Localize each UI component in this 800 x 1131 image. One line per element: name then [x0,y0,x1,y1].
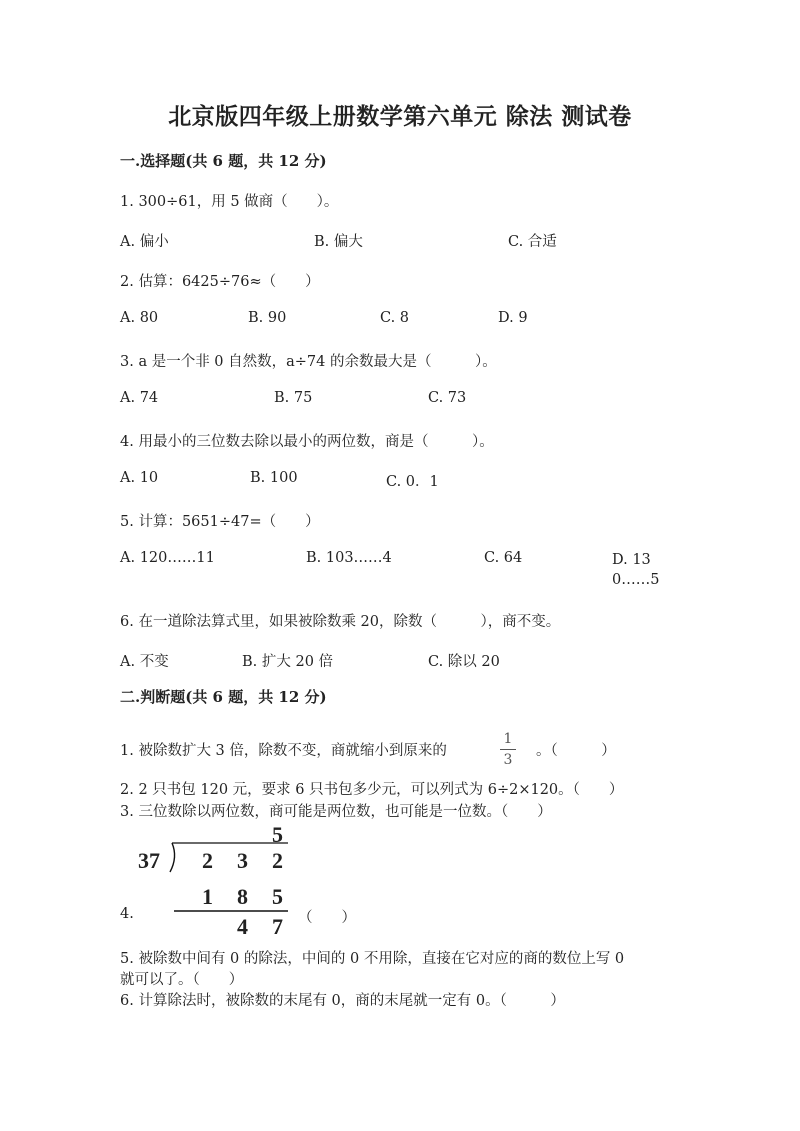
question-5-option-a[interactable]: A. 120……11 [120,550,215,566]
question-2-option-b[interactable]: B. 90 [248,310,287,326]
question-6-option-b[interactable]: B. 扩大 20 倍 [242,654,334,670]
question-3-option-c[interactable]: C. 73 [428,390,467,406]
product-digit: 5 [272,884,283,909]
product-digit: 8 [237,884,248,909]
section-heading-choice: 一.选择题(共 6 题，共 12 分) [120,152,327,170]
judge-4-answer-paren[interactable]: （ ） [298,910,356,926]
division-lines [130,822,310,942]
question-2-stem: 2. 估算：6425÷76≈（ ） [120,274,320,290]
question-6-option-a[interactable]: A. 不变 [120,654,169,670]
product-digit: 1 [202,884,213,909]
dividend-digit: 2 [202,848,213,873]
question-5-option-d[interactable]: D. 130……5 [612,552,660,588]
fraction-numerator: 1 [503,731,513,747]
question-3-option-b[interactable]: B. 75 [274,390,313,406]
division-quotient: 5 [272,822,283,847]
judge-2-stem: 2. 2 只书包 120 元，要求 6 只书包多少元，可以列式为 6÷2×120。（ ） [120,782,624,798]
judge-5-stem-line2: 就可以了。（ ） [120,972,244,988]
question-1-option-a[interactable]: A. 偏小 [120,234,169,250]
judge-6-stem: 6. 计算除法时，被除数的末尾有 0，商的末尾就一定有 0。（ ） [120,993,565,1009]
question-4-option-c[interactable]: C. 0．1 [386,474,439,490]
fraction-denominator: 3 [503,752,513,768]
question-2-option-c[interactable]: C. 8 [380,310,410,326]
question-2-option-d[interactable]: D. 9 [498,310,528,326]
section-heading-judgement: 二.判断题(共 6 题，共 12 分) [120,688,327,706]
remainder-digit: 4 [237,914,248,939]
judge-1-stem: 1. 被除数扩大 3 倍，除数不变，商就缩小到原来的 [120,743,447,759]
question-1-stem: 1. 300÷61，用 5 做商（ ）。 [120,194,339,210]
dividend-digit: 3 [237,848,248,873]
question-6-option-c[interactable]: C. 除以 20 [428,654,500,670]
remainder-digit: 7 [272,914,283,939]
question-3-stem: 3. a 是一个非 0 自然数，a÷74 的余数最大是（ ）。 [120,354,497,370]
page-title: 北京版四年级上册数学第六单元 除法 测试卷 [168,103,632,130]
question-5-option-b[interactable]: B. 103……4 [306,550,392,566]
question-6-stem: 6. 在一道除法算式里，如果被除数乘 20，除数（ ），商不变。 [120,614,561,630]
question-1-option-b[interactable]: B. 偏大 [314,234,363,250]
long-division-figure [130,822,310,942]
question-3-option-a[interactable]: A. 74 [120,390,159,406]
judge-5-stem-line1: 5. 被除数中间有 0 的除法，中间的 0 不用除，直接在它对应的商的数位上写 0 [120,951,625,967]
judge-1-answer-paren[interactable]: 。（ ） [536,743,616,759]
question-5-option-c[interactable]: C. 64 [484,550,523,566]
question-4-stem: 4. 用最小的三位数去除以最小的两位数，商是（ ）。 [120,434,494,450]
fraction-one-third [498,731,518,768]
division-divisor: 37 [138,848,160,873]
question-1-option-c[interactable]: C. 合适 [508,234,557,250]
dividend-digit: 2 [272,848,283,873]
judge-4-label: 4. [120,906,134,922]
question-4-option-b[interactable]: B. 100 [250,470,298,486]
question-5-stem: 5. 计算：5651÷47=（ ） [120,514,320,530]
judge-3-stem: 3. 三位数除以两位数，商可能是两位数，也可能是一位数。（ ） [120,804,552,820]
question-2-option-a[interactable]: A. 80 [120,310,159,326]
question-4-option-a[interactable]: A. 10 [120,470,159,486]
